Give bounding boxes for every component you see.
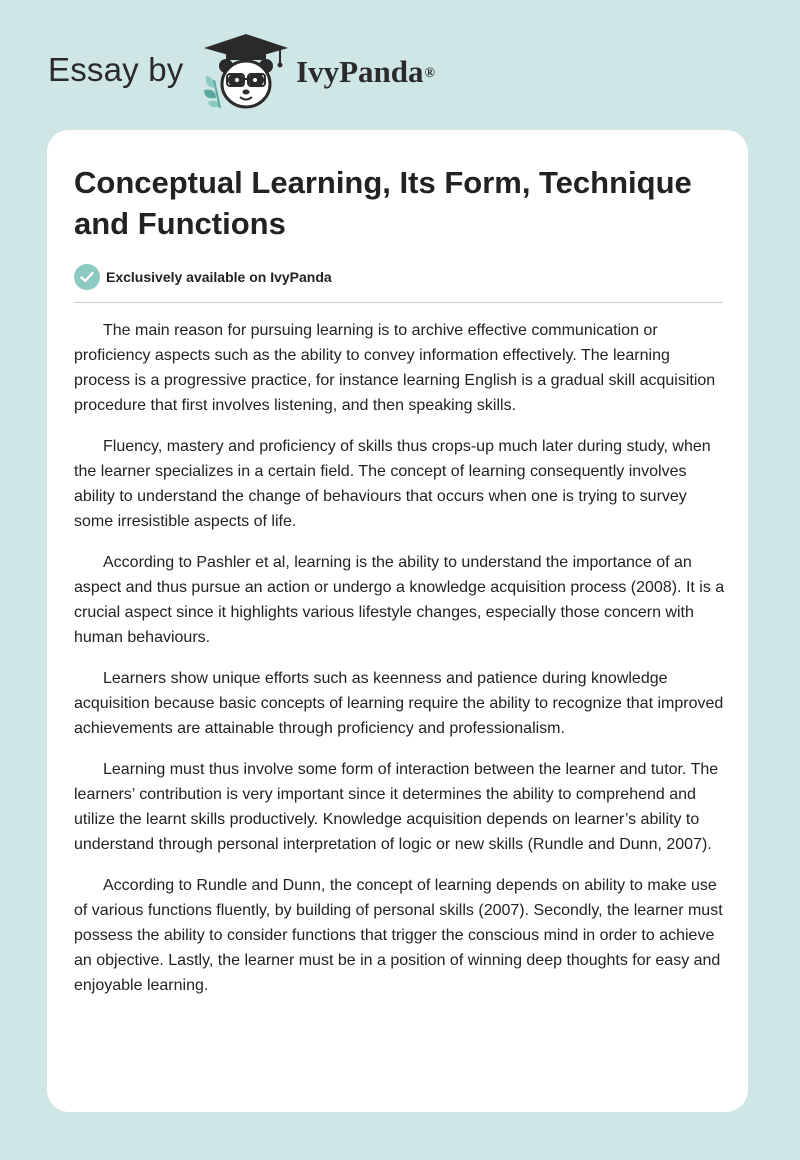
brand-name[interactable] bbox=[296, 52, 435, 92]
paragraph: Learning must thus involve some form of interaction between the learner and tutor. The learners’ contribution is very important since it determines the ability to comprehend and utilize the learnt skills productively. Knowledge acquisition depends on learner’s ability to understand through personal interpretation of logic or new skills (Rundle and Dunn, 2007). bbox=[74, 761, 719, 853]
page-title: Conceptual Learning, Its Form, Technique and Functions bbox=[74, 165, 692, 241]
paragraph: According to Pashler et al, learning is the ability to understand the importance of an aspect and thus pursue an action or undergo a knowledge acquisition process (2008). It is a crucial aspect since it highlights various lifestyle changes, especially those concern with human behaviours. bbox=[74, 554, 725, 646]
divider bbox=[74, 302, 723, 303]
exclusive-badge bbox=[74, 264, 332, 290]
site-header bbox=[0, 0, 800, 128]
exclusive-badge-label: Exclusively available on IvyPanda bbox=[106, 269, 332, 285]
paragraph: The main reason for pursuing learning is to archive effective communication or proficiency aspects such as the ability to convey information effectively. The learning process is a progressive practice, for instance learning English is a gradual skill acquisition procedure that first involves listening, and then speaking skills. bbox=[74, 322, 716, 414]
panda-graduate-logo-icon[interactable] bbox=[200, 30, 292, 112]
essay-by-label: Essay by bbox=[48, 51, 184, 88]
essay-body bbox=[74, 318, 726, 1014]
paragraph: According to Rundle and Dunn, the concept of learning depends on ability to make use of various functions fluently, by building of personal skills (2007). Secondly, the learner must possess the ability to consider functions that trigger the conscious mind in order to achieve an objective. Lastly, the learner must be in a position of winning deep thoughts for easy and enjoyable learning. bbox=[74, 877, 723, 994]
paragraph: Fluency, mastery and proficiency of skills thus crops-up much later during study, when the learner specializes in a certain field. The concept of learning consequently involves ability to understand the change of behaviours that occurs when one is trying to survey some irresistible aspects of life. bbox=[74, 438, 711, 530]
check-icon bbox=[74, 264, 100, 290]
paragraph: Learners show unique efforts such as keenness and patience during knowledge acquisition because basic concepts of learning require the ability to recognize that improved achievements are attainable through proficiency and professionalism. bbox=[74, 670, 724, 737]
registered-mark: ® bbox=[424, 66, 435, 81]
brand-text: IvyPanda bbox=[296, 54, 424, 89]
essay-card bbox=[47, 130, 748, 1112]
